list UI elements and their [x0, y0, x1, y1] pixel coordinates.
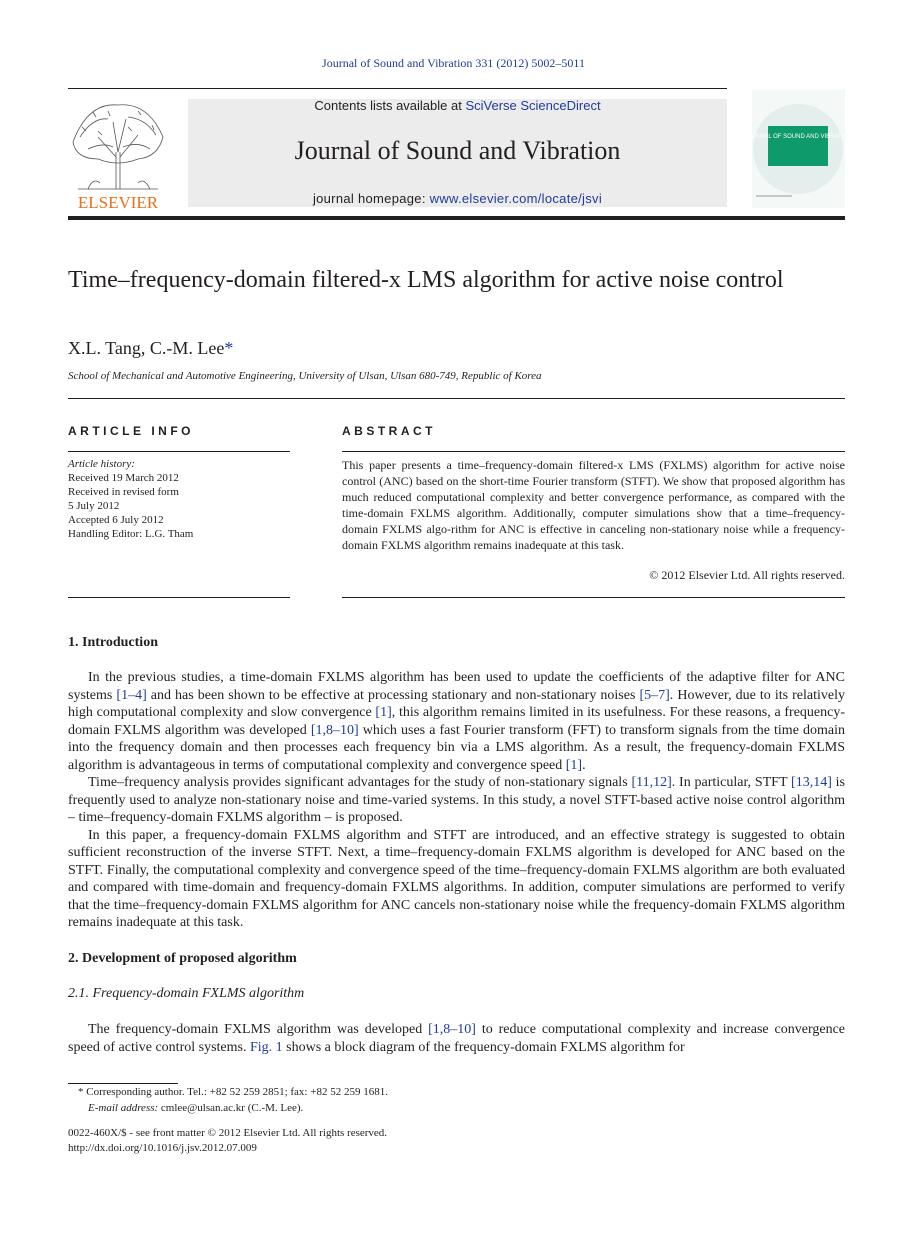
article-info-rule: [68, 451, 290, 452]
contents-availability: [188, 98, 727, 113]
text: Time–frequency analysis provides significant advantages for the study of non-stationary signals: [88, 775, 632, 790]
history-line: Handling Editor: L.G. Tham: [68, 528, 194, 540]
citation-link[interactable]: [1,8–10]: [310, 722, 359, 738]
journal-title: Journal of Sound and Vibration: [294, 136, 621, 165]
journal-citation[interactable]: Journal of Sound and Vibration 331 (2012) 5002–5011: [322, 56, 585, 70]
corresponding-author-mark[interactable]: *: [224, 338, 234, 358]
text: is frequently used to analyze non-stationary noise and time-varied systems. In this study, a novel STFT-based active noise control algorithm – time–frequency-domain FXLMS algorithm – is proposed.: [68, 775, 845, 825]
text: . However, due to its relatively high computational complexity and slow convergence: [68, 687, 845, 720]
text: In the previous studies, a time-domain FXLMS algorithm has been used to update the coefficients of the adaptive filter for ANC systems: [68, 670, 845, 703]
citation-link[interactable]: [1–4]: [116, 687, 147, 703]
email-note: [68, 1100, 388, 1116]
corresponding-author-note: * Corresponding author. Tel.: +82 52 259 2851; fax: +82 52 259 1681.: [78, 1086, 388, 1098]
paragraph: [68, 669, 845, 774]
text: . In particular, STFT: [671, 775, 792, 790]
citation-link[interactable]: [1,8–10]: [428, 1022, 476, 1037]
citation-link[interactable]: [11,12]: [631, 775, 672, 790]
affiliation: School of Mechanical and Automotive Engineering, University of Ulsan, Ulsan 680-749, Republic of Korea: [68, 370, 542, 382]
abstract-rule-bottom: [342, 597, 845, 598]
text: which uses a fast Fourier transform (FFT) to transform signals from the time domain into the frequency domain and then processes each frequency bin via a LMS algorithm. As a result, the frequency-domain FXLMS algorithm is advantageous in terms of computational complexity and convergence speed: [68, 722, 845, 773]
elsevier-tree-icon: [68, 97, 168, 212]
text: and has been shown to be effective at processing stationary and non-stationary noises: [146, 687, 640, 703]
text: shows a block diagram of the frequency-domain FXLMS algorithm for: [282, 1039, 685, 1055]
text: .: [582, 757, 586, 773]
sciencedirect-link[interactable]: SciVerse ScienceDirect: [465, 98, 601, 113]
article-title: Time–frequency-domain filtered-x LMS algorithm for active noise control: [68, 267, 784, 293]
header-rule: [68, 88, 727, 89]
homepage-link[interactable]: www.elsevier.com/locate/jsvi: [429, 191, 603, 206]
abstract-text: This paper presents a time–frequency-domain filtered-x LMS (FXLMS) algorithm for active noise control (ANC) based on the short-time Fourier transform (STFT). We show that proposed algorithm has much reduced computational complexity and better convergence performance, as compared with the time-domain FXLMS algorithm. Additionally, computer simulations show that a time–frequency-domain FXLMS algo-rithm for ANC is effective in canceling non-stationary noise while a frequency-domain FXLMS algorithm remains inadequate at this task.: [342, 458, 845, 552]
subsection-2-1-heading: 2.1. Frequency-domain FXLMS algorithm: [68, 986, 305, 1001]
history-label: Article history:: [68, 458, 135, 470]
abstract-heading: ABSTRACT: [342, 424, 436, 438]
header-thick-rule: [68, 216, 845, 220]
subsection-2-1-body: [68, 1021, 845, 1056]
paragraph: [68, 1021, 845, 1056]
text: The frequency-domain FXLMS algorithm was developed: [88, 1022, 429, 1037]
article-history: [68, 457, 290, 541]
section-2-heading: 2. Development of proposed algorithm: [68, 951, 297, 966]
section-1-heading: 1. Introduction: [68, 635, 158, 650]
journal-cover-thumbnail[interactable]: [743, 90, 853, 208]
history-line: Accepted 6 July 2012: [68, 514, 164, 526]
citation-link[interactable]: [1]: [565, 757, 583, 773]
figure-link[interactable]: Fig. 1: [249, 1039, 283, 1055]
abstract-copyright: © 2012 Elsevier Ltd. All rights reserved.: [649, 568, 845, 582]
history-line: 5 July 2012: [68, 500, 120, 512]
cover-title: JOURNAL OF SOUND AND VIBRATION: [743, 134, 853, 140]
doi-link[interactable]: http://dx.doi.org/10.1016/j.jsv.2012.07.009: [68, 1142, 257, 1154]
paragraph: [68, 774, 845, 827]
citation-link[interactable]: [5–7]: [639, 687, 670, 703]
authors: X.L. Tang, C.-M. Lee: [68, 338, 225, 358]
article-info-heading: ARTICLE INFO: [68, 424, 194, 438]
elsevier-wordmark: ELSEVIER: [77, 193, 159, 212]
section-1-body: [68, 669, 845, 932]
citation-link[interactable]: [13,14]: [791, 775, 832, 790]
section-rule: [68, 398, 845, 399]
text: , this algorithm remains limited in its usefulness. For these reasons, a frequency-domain FXLMS algorithm was developed: [68, 705, 845, 738]
paragraph: In this paper, a frequency-domain FXLMS algorithm and STFT are introduced, and an effective strategy is suggested to obtain sufficient reconstruction of the inverse STFT. Next, a time–frequency-domain FXLMS algorithm is developed for ANC based on the STFT. Finally, the computational complexity and convergence speed of the time–frequency-domain FXLMS algorithm are both evaluated and compared with time-domain and frequency-domain FXLMS algorithms. In addition, computer simulations are performed to verify that the time–frequency-domain FXLMS algorithm for ANC cancels non-stationary noise while the frequency-domain FXLMS algorithm remains inadequate at this task.: [68, 827, 845, 930]
homepage-label: journal homepage:: [312, 191, 430, 206]
history-line: Received in revised form: [68, 486, 179, 498]
footnote: [68, 1084, 388, 1116]
elsevier-logo[interactable]: [68, 97, 168, 212]
citation-link[interactable]: [1]: [375, 705, 392, 720]
text: to reduce computational complexity and increase convergence speed of active control systems.: [68, 1022, 845, 1055]
contents-prefix: Contents lists available at: [314, 98, 466, 113]
issn-line: 0022-460X/$ - see front matter © 2012 Elsevier Ltd. All rights reserved.: [68, 1127, 388, 1139]
email-label: E-mail address:: [88, 1102, 159, 1114]
page-footer: [68, 1126, 387, 1156]
article-info-rule-bottom: [68, 597, 290, 598]
email-address[interactable]: cmlee@ulsan.ac.kr (C.-M. Lee).: [158, 1102, 304, 1114]
journal-homepage: [188, 191, 727, 206]
abstract-rule: [342, 451, 845, 452]
author-list: [68, 338, 233, 359]
history-line: Received 19 March 2012: [68, 472, 179, 484]
journal-cover-image: [743, 90, 853, 208]
